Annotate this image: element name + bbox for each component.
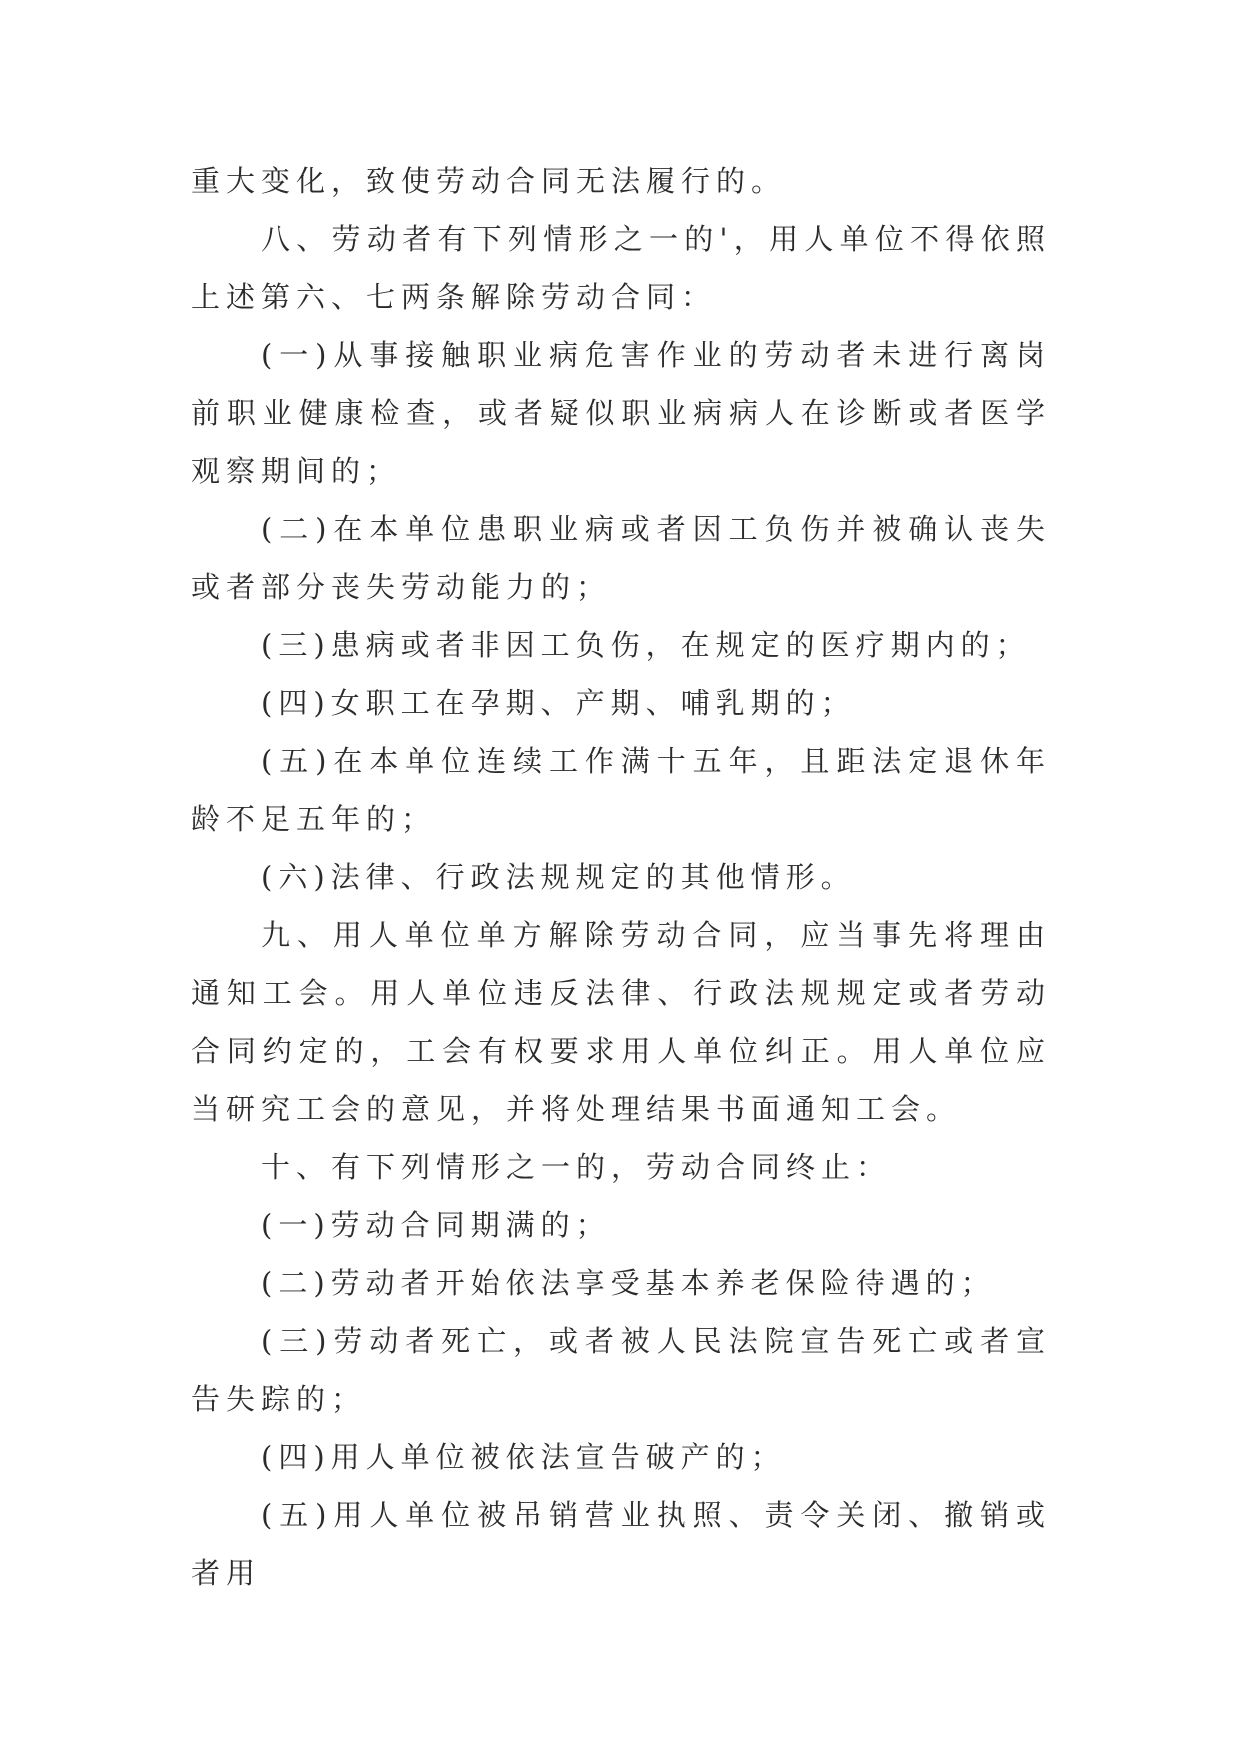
- paragraph-clause-ten-item-3: (三)劳动者死亡，或者被人民法院宣告死亡或者宣告失踪的；: [191, 1324, 1051, 1416]
- document-body: [191, 152, 1051, 1602]
- paragraph-clause-eight-item-6: (六)法律、行政法规规定的其他情形。: [261, 860, 856, 894]
- paragraph-clause-eight-item-3: (三)患病或者非因工负伤，在规定的医疗期内的；: [261, 628, 1031, 662]
- paragraph-clause-nine: 九、用人单位单方解除劳动合同，应当事先将理由通知工会。用人单位违反法律、行政法规规定或者劳动合同约定的，工会有权要求用人单位纠正。用人单位应当研究工会的意见，并将处理结果书面通知工会。: [191, 918, 1051, 1126]
- paragraph-clause-ten-item-4: (四)用人单位被依法宣告破产的；: [261, 1440, 786, 1474]
- paragraph-clause-eight-item-4: (四)女职工在孕期、产期、哺乳期的；: [261, 686, 856, 720]
- paragraph-clause-eight-item-1: (一)从事接触职业病危害作业的劳动者未进行离岗前职业健康检查，或者疑似职业病病人在诊断或者医学观察期间的；: [191, 338, 1051, 488]
- paragraph-clause-ten-item-5: (五)用人单位被吊销营业执照、责令关闭、撤销或者用: [191, 1498, 1051, 1590]
- paragraph-clause-eight-item-2: (二)在本单位患职业病或者因工负伤并被确认丧失或者部分丧失劳动能力的；: [191, 512, 1051, 604]
- paragraph-continuation: 重大变化，致使劳动合同无法履行的。: [191, 164, 787, 198]
- paragraph-clause-ten: 十、有下列情形之一的，劳动合同终止：: [261, 1150, 892, 1184]
- paragraph-clause-ten-item-2: (二)劳动者开始依法享受基本养老保险待遇的；: [261, 1266, 996, 1300]
- paragraph-clause-ten-item-1: (一)劳动合同期满的；: [261, 1208, 611, 1242]
- paragraph-clause-eight: 八、劳动者有下列情形之一的'，用人单位不得依照上述第六、七两条解除劳动合同：: [191, 222, 1051, 314]
- paragraph-clause-eight-item-5: (五)在本单位连续工作满十五年，且距法定退休年龄不足五年的；: [191, 744, 1051, 836]
